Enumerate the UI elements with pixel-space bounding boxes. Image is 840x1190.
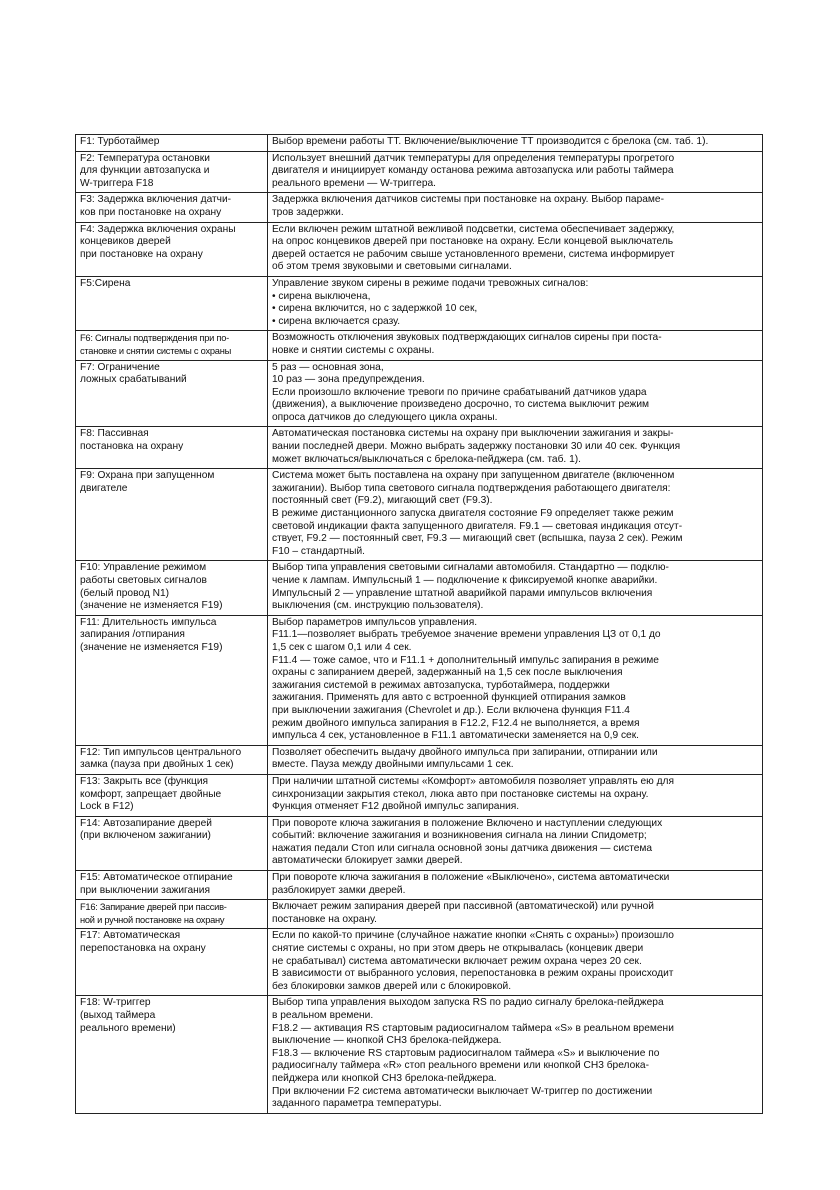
table-row (76, 135, 763, 152)
function-description-line: световой индикации факта запущенного двигателя. F9.1 — световая индикация отсут- (272, 520, 683, 532)
function-name-cell (76, 469, 268, 561)
function-name-line: реального времени) (80, 1022, 176, 1034)
table-row (76, 331, 763, 360)
function-description-cell (268, 561, 763, 615)
function-description-cell (268, 331, 763, 360)
function-description-line: тров задержки. (272, 206, 344, 218)
function-description-line: зажигания. Применять для авто с встроенной функцией отпирания замков (272, 692, 626, 704)
function-description-line: охраны с запиранием дверей, задержанный на 1,5 сек после выключения (272, 667, 623, 679)
function-description-line: синхронизации закрытия стекол, люка авто при постановке системы на охрану. (272, 788, 649, 800)
function-description-line: Выбор типа управления световыми сигналами автомобиля. Стандартно — подклю- (272, 562, 669, 574)
function-name-cell (76, 360, 268, 427)
function-name-line: (значение не изменяется F19) (80, 600, 223, 612)
function-description-line: Выбор времени работы ТТ. Включение/выключение ТТ производится с брелока (см. таб. 1). (272, 136, 709, 147)
function-name-line: при постановке на охрану (80, 248, 203, 260)
function-name-cell (76, 135, 268, 152)
function-description-line: Включает режим запирания дверей при пассивной (автоматической) или ручной (272, 901, 654, 913)
function-description-line: • сирена выключена, (272, 290, 371, 302)
function-description-line: выключения (см. инструкцию пользователя). (272, 600, 484, 612)
function-description-line: 5 раз — основная зона, (272, 361, 384, 373)
function-description-line: В зависимости от выбранного условия, перепостановка в режим охраны происходит (272, 968, 674, 980)
function-description-line: При наличии штатной системы «Комфорт» автомобиля позволяет управлять ею для (272, 775, 675, 787)
function-name-cell (76, 816, 268, 870)
function-name-cell (76, 871, 268, 900)
function-name-cell (76, 745, 268, 774)
function-name-line: F4: Задержка включения охраны (80, 223, 236, 235)
function-description-line: чение к лампам. Импульсный 1 — подключение к фиксируемой кнопке аварийки. (272, 575, 658, 586)
function-name-line: F18: W-триггер (80, 997, 151, 1009)
function-description-line: может включаться/выключаться с брелока-пейджера (см. таб. 1). (272, 453, 581, 465)
function-name-line: ной и ручной постановке на охрану (80, 914, 225, 925)
function-name-cell (76, 900, 268, 929)
function-name-line: F6: Сигналы подтверждения при по- (80, 333, 229, 344)
function-description-cell (268, 469, 763, 561)
function-description-line: Система может быть поставлена на охрану при запущенном двигателе (включенном (272, 470, 675, 482)
function-name-cell (76, 996, 268, 1113)
function-description-cell (268, 135, 763, 152)
function-description-line: событий: включение зажигания и возникновения сигнала на линии Спидометр; (272, 830, 647, 842)
function-description-line: вместе. Пауза между двойными импульсами 1 сек. (272, 759, 514, 771)
table-row (76, 427, 763, 469)
function-description-line: Выбор типа управления выходом запуска RS по радио сигналу брелока-пейджера (272, 997, 664, 1009)
function-description-cell (268, 996, 763, 1113)
function-name-cell (76, 929, 268, 996)
function-description-line: Если по какой-то причине (случайное нажатие кнопки «Снять с охраны») произошло (272, 930, 674, 942)
table-row (76, 193, 763, 222)
function-description-cell (268, 276, 763, 330)
function-description-line: При повороте ключа зажигания в положение «Выключено», система автоматически (272, 872, 670, 884)
function-name-cell (76, 222, 268, 276)
table-row (76, 929, 763, 996)
function-description-line: Задержка включения датчиков системы при постановке на охрану. Выбор параме- (272, 194, 664, 206)
function-description-line: разблокирует замки дверей. (272, 884, 406, 896)
function-name-line: при выключении зажигания (80, 884, 211, 896)
function-name-line: F12: Тип импульсов центрального (80, 746, 242, 758)
function-name-line: (выход таймера (80, 1010, 156, 1021)
function-description-line: При повороте ключа зажигания в положение Включено и наступлении следующих (272, 817, 663, 829)
function-description-line: на опрос концевиков дверей при постановке на охрану. Если концевой выключатель (272, 236, 674, 248)
function-name-line: F9: Охрана при запущенном (80, 470, 215, 482)
function-name-cell (76, 276, 268, 330)
functions-table (75, 134, 763, 1114)
function-name-line: F17: Автоматическая (80, 930, 181, 942)
table-row (76, 360, 763, 427)
function-name-line: ложных срабатываний (80, 374, 187, 386)
function-description-line: зажигания системой в режимах автозапуска, турботаймера, поддержки (272, 679, 610, 691)
function-name-line: F10: Управление режимом (80, 562, 207, 574)
table-row (76, 871, 763, 900)
table-row (76, 469, 763, 561)
function-description-cell (268, 929, 763, 996)
function-description-line: F11.4 — тоже самое, что и F11.1 + дополнительный импульс запирания в режиме (272, 654, 659, 666)
function-description-line: пейджера или кнопкой СН3 брелока-пейджера. (272, 1072, 497, 1084)
function-description-line: реального времени — W-триггера. (272, 177, 436, 189)
function-name-line: F7: Ограничение (80, 361, 160, 373)
function-name-line: F13: Закрыть все (функция (80, 775, 209, 787)
function-description-line: Импульсный 2 — управление штатной аварийкой парами импульсов включения (272, 587, 653, 599)
function-description-line: Позволяет обеспечить выдачу двойного импульса при запирании, отпирании или (272, 746, 658, 758)
table-row (76, 615, 763, 745)
function-name-line: работы световых сигналов (80, 575, 207, 586)
function-name-line: F2: Температура остановки (80, 152, 210, 164)
table-row (76, 996, 763, 1113)
function-name-line: F14: Автозапирание дверей (80, 817, 212, 829)
function-description-line: автоматически блокирует замки дверей. (272, 855, 463, 867)
function-description-cell (268, 427, 763, 469)
function-description-line: режим двойного импульса запирания в F12.2, F12.4 не выполняется, а время (272, 717, 640, 729)
function-name-line: постановка на охрану (80, 441, 184, 453)
function-name-line: W-триггера F18 (80, 177, 154, 189)
function-description-line: зажигании). Выбор типа светового сигнала подтверждения работающего двигателя: (272, 482, 671, 494)
function-name-line: перепостановка на охрану (80, 943, 206, 955)
function-description-line: F18.2 — активация RS стартовым радиосигналом таймера «S» в реальном времени (272, 1022, 674, 1034)
function-description-line: без блокировки замков дверей или с блокировкой. (272, 980, 512, 992)
function-description-line: импульса 4 сек, установленное в F11.1 автоматически заменяется на 0,9 сек. (272, 730, 639, 742)
function-name-line: ков при постановке на охрану (80, 206, 222, 218)
function-name-line: F15: Автоматическое отпирание (80, 872, 233, 884)
function-description-line: Если произошло включение тревоги по причине срабатываний датчиков удара (272, 386, 647, 398)
function-description-line: не срабатывал) система автоматически включает режим охрана через 20 сек. (272, 955, 642, 967)
function-description-line: 1,5 сек с шагом 0,1 или 4 сек. (272, 641, 412, 653)
table-row (76, 816, 763, 870)
function-description-line: F10 – стандартный. (272, 545, 366, 557)
function-description-cell (268, 151, 763, 193)
function-name-line: для функции автозапуска и (80, 165, 210, 177)
function-description-line: двигателя и инициирует команду останова режима автозапуска или работы таймера (272, 165, 674, 177)
function-description-line: постоянный свет (F9.2), мигающий свет (F9.3). (272, 495, 493, 507)
table-row (76, 900, 763, 929)
function-description-cell (268, 900, 763, 929)
function-description-line: • сирена включится, но с задержкой 10 сек, (272, 303, 478, 315)
function-description-cell (268, 615, 763, 745)
function-description-line: (движения), а выключение произведено досрочно, то система выключит режим (272, 399, 650, 411)
function-name-line: двигателе (80, 482, 128, 494)
table-row (76, 745, 763, 774)
function-description-line: выключение — кнопкой СН3 брелока-пейджера. (272, 1035, 502, 1047)
function-description-line: радиосигналу таймера «R» стоп реального времени или кнопкой СН3 брелока- (272, 1060, 649, 1072)
function-description-line: постановке на охрану. (272, 913, 377, 925)
function-description-line: Управление звуком сирены в режиме подачи тревожных сигналов: (272, 277, 589, 289)
table-row (76, 276, 763, 330)
function-description-line: 10 раз — зона предупреждения. (272, 374, 425, 386)
function-description-line: В режиме дистанционного запуска двигателя состояние F9 определяет также режим (272, 508, 674, 520)
function-name-line: F1: Турботаймер (80, 136, 160, 147)
function-description-line: заданного параметра температуры. (272, 1098, 442, 1110)
table-row (76, 774, 763, 816)
table-row (76, 151, 763, 193)
function-description-line: вании последней двери. Можно выбрать задержку постановки 30 или 40 сек. Функция (272, 441, 681, 453)
function-description-cell (268, 193, 763, 222)
table-row (76, 561, 763, 615)
function-name-cell (76, 331, 268, 360)
function-description-cell (268, 871, 763, 900)
function-description-cell (268, 816, 763, 870)
function-description-line: Автоматическая постановка системы на охрану при выключении зажигания и закры- (272, 428, 674, 440)
function-name-line: Lock в F12) (80, 801, 134, 813)
function-name-line: концевиков дверей (80, 236, 171, 248)
function-description-line: нажатия педали Стоп или сигнала основной зоны датчика движения — система (272, 842, 653, 854)
function-description-line: при выключении зажигания (Chevrolet и др.). Если включена функция F11.4 (272, 704, 630, 716)
function-description-line: При включении F2 система автоматически выключает W-триггер по достижении (272, 1085, 653, 1097)
function-name-cell (76, 774, 268, 816)
function-name-line: комфорт, запрещает двойные (80, 788, 222, 800)
function-name-line: (при включеном зажигании) (80, 830, 211, 842)
function-description-cell (268, 360, 763, 427)
function-name-cell (76, 561, 268, 615)
function-name-line: замка (пауза при двойных 1 сек) (80, 759, 234, 771)
function-description-line: дверей остается не рабочим свыше установленного времени, система информирует (272, 248, 675, 260)
function-name-cell (76, 615, 268, 745)
function-description-line: Выбор параметров импульсов управления. (272, 616, 478, 628)
function-description-line: об этом тремя звуковыми и световыми сигналами. (272, 261, 512, 273)
function-description-line: • сирена включается сразу. (272, 315, 401, 327)
function-description-cell (268, 745, 763, 774)
function-name-line: F8: Пассивная (80, 428, 149, 440)
function-description-line: снятие системы с охраны, но при этом дверь не открывалась (концевик двери (272, 943, 644, 955)
function-description-line: Возможность отключения звуковых подтверждающих сигналов сирены при поста- (272, 332, 662, 344)
function-description-cell (268, 774, 763, 816)
function-name-line: F5:Сирена (80, 277, 131, 289)
function-description-cell (268, 222, 763, 276)
function-name-line: F3: Задержка включения датчи- (80, 194, 232, 206)
function-description-line: Использует внешний датчик температуры для определения температуры прогретого (272, 152, 675, 164)
function-description-line: в реальном времени. (272, 1010, 374, 1021)
function-name-cell (76, 427, 268, 469)
function-name-cell (76, 151, 268, 193)
function-name-line: (значение не изменяется F19) (80, 641, 223, 653)
function-description-line: Если включен режим штатной вежливой подсветки, система обеспечивает задержку, (272, 223, 675, 235)
function-description-line: ствует, F9.2 — постоянный свет, F9.3 — мигающий свет (вспышка, пауза 2 сек). Режим (272, 533, 683, 545)
function-name-line: (белый провод N1) (80, 587, 170, 599)
function-description-line: Функция отменяет F12 двойной импульс запирания. (272, 801, 520, 813)
function-name-line: становке и снятии системы с охраны (80, 345, 232, 356)
function-name-line: F16: Запирание дверей при пассив- (80, 902, 227, 913)
function-name-cell (76, 193, 268, 222)
function-name-line: F11: Длительность импульса (80, 616, 217, 628)
function-name-line: запирания /отпирания (80, 629, 185, 641)
function-description-line: F11.1—позволяет выбрать требуемое значение времени управления ЦЗ от 0,1 до (272, 629, 661, 641)
function-description-line: F18.3 — включение RS стартовым радиосигналом таймера «S» и выключение по (272, 1047, 660, 1059)
table-row (76, 222, 763, 276)
function-description-line: опроса датчиков до следующего цикла охраны. (272, 411, 498, 423)
function-description-line: новке и снятии системы с охраны. (272, 344, 435, 356)
functions-table-body (76, 135, 763, 1114)
